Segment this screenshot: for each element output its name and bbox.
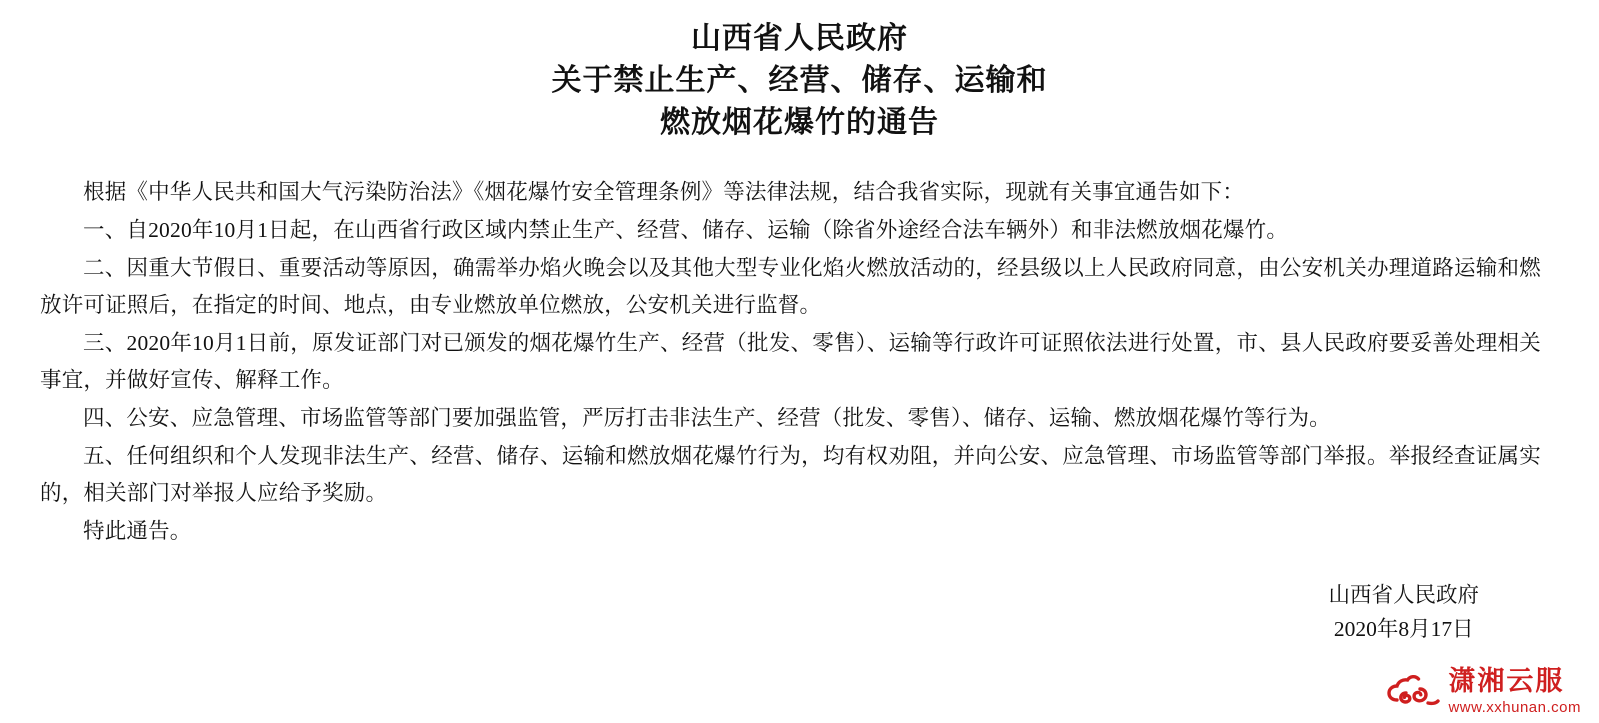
paragraph-preamble: 根据《中华人民共和国大气污染防治法》《烟花爆竹安全管理条例》等法律法规，结合我省实际，现就有关事宜通告如下： (83, 180, 1245, 204)
document-title (0, 0, 1599, 144)
document-body (0, 174, 1599, 550)
watermark-text (1448, 668, 1581, 715)
paragraph-item-5: 五、任何组织和个人发现非法生产、经营、储存、运输和燃放烟花爆竹行为，均有权劝阻，并向公安、应急管理、市场监管等部门举报。举报经查证属实的，相关部门对举报人应给予奖励。 (40, 444, 1541, 505)
watermark-brand: 潇湘云服 (1448, 666, 1565, 696)
paragraph-item-3: 三、2020年10月1日前，原发证部门对已颁发的烟花爆竹生产、经营（批发、零售）、运输等行政许可证照依法进行处置，市、县人民政府要妥善处理相关事宜，并做好宣传、解释工作。 (40, 331, 1541, 392)
paragraph-item-4: 四、公安、应急管理、市场监管等部门要加强监管，严厉打击非法生产、经营（批发、零售）、储存、运输、燃放烟花爆竹等行为。 (83, 406, 1331, 430)
paragraph-item-2: 二、因重大节假日、重要活动等原因，确需举办焰火晚会以及其他大型专业化焰火燃放活动的，经县级以上人民政府同意，由公安机关办理道路运输和燃放许可证照后，在指定的时间、地点，由专业燃放单位燃放，公安机关进行监督。 (40, 256, 1541, 317)
watermark-logo (1384, 668, 1581, 715)
signature-date: 2020年8月17日 (1333, 617, 1474, 641)
title-line-1: 山西省人民政府 (691, 22, 908, 55)
signature-issuer: 山西省人民政府 (1328, 583, 1479, 607)
watermark-url: www.xxhunan.com (1448, 699, 1581, 716)
title-line-2: 关于禁止生产、经营、储存、运输和 (551, 64, 1048, 97)
paragraph-item-1: 一、自2020年10月1日起，在山西省行政区域内禁止生产、经营、储存、运输（除省外途经合法车辆外）和非法燃放烟花爆竹。 (83, 218, 1289, 242)
cloud-swirl-icon (1384, 669, 1440, 715)
signature (1328, 578, 1479, 646)
title-line-3: 燃放烟花爆竹的通告 (660, 106, 939, 139)
paragraph-closing: 特此通告。 (83, 519, 192, 543)
